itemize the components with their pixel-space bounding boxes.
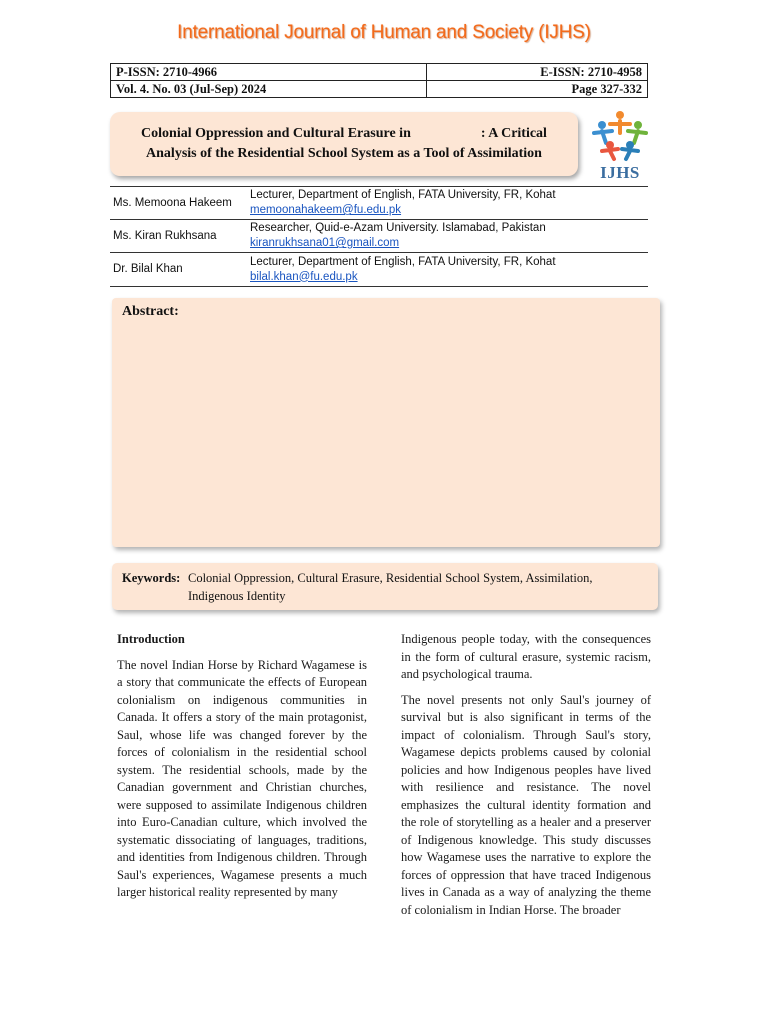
page-range: Page 327-332 xyxy=(427,81,648,98)
author-name: Ms. Kiran Rukhsana xyxy=(113,229,217,242)
author-row xyxy=(110,253,648,287)
journal-logo xyxy=(588,107,652,187)
pissn: P-ISSN: 2710-4966 xyxy=(111,64,427,81)
author-name: Dr. Bilal Khan xyxy=(113,263,183,275)
author-email-link[interactable]: bilal.khan@fu.edu.pk xyxy=(250,270,358,283)
author-row xyxy=(110,187,648,220)
author-affiliation: Researcher, Quid-e-Azam University. Islamabad, Pakistan xyxy=(250,222,546,234)
author-affiliation: Lecturer, Department of English, FATA University, FR, Kohat xyxy=(250,255,556,268)
author-name: Ms. Memoona Hakeem xyxy=(113,196,232,209)
authors-table xyxy=(110,186,648,287)
paragraph: Indigenous people today, with the consequences in the form of cultural erasure, systemic racism, and psychological trauma. xyxy=(401,632,651,681)
author-affiliation: Lecturer, Department of English, FATA University, FR, Kohat xyxy=(250,189,556,201)
author-details xyxy=(247,220,648,253)
author-email-link[interactable]: memoonahakeem@fu.edu.pk xyxy=(250,204,402,216)
paper-title-box xyxy=(110,112,578,176)
keywords-box xyxy=(112,563,658,610)
abstract-box xyxy=(112,298,660,547)
logo-text: IJHS xyxy=(600,163,640,182)
body-column-right xyxy=(401,631,651,927)
paragraph: The novel presents not only Saul's journey of survival but is also significant in terms of the impact of colonialism. Through Saul's story, Wagamese depicts problems caused by colonial policies and how Indigenous peoples have lived with resilience and resistance. The novel emphasizes the cultural identity formation and the role of storytelling as a healer and a preserver of Indigenous knowledge. This study discusses how Wagamese uses the narrative to explore the forces of oppression that have traced Indigenous lives in Canada as a way of analyzing the theme of colonialism in Indian Horse. The broader xyxy=(401,692,651,917)
author-details xyxy=(247,253,648,287)
logo-figures-icon xyxy=(588,107,652,163)
keywords-text: Colonial Oppression, Cultural Erasure, Residential School System, Assimilation, Indigenous Identity xyxy=(188,571,593,603)
eissn: E-ISSN: 2710-4958 xyxy=(427,64,648,81)
paper-title: Colonial Oppression and Cultural Erasure in : A Critical Analysis of the Residential School System as a Tool of Assimilation xyxy=(141,126,550,161)
volume-info: Vol. 4. No. 03 (Jul-Sep) 2024 xyxy=(111,81,427,98)
body-column-left xyxy=(117,631,367,910)
author-email-link[interactable]: kiranrukhsana01@gmail.com xyxy=(250,237,400,249)
author-details xyxy=(247,187,648,220)
keywords-label: Keywords: xyxy=(122,571,181,585)
author-row xyxy=(110,220,648,253)
section-heading: Introduction xyxy=(117,632,185,646)
issn-table xyxy=(110,63,648,98)
journal-title: International Journal of Human and Society (IJHS) xyxy=(177,22,591,43)
abstract-label: Abstract: xyxy=(122,304,179,319)
paragraph: The novel Indian Horse by Richard Wagamese is a story that communicate the effects of European colonialism on indigenous communities in Canada. It offers a story of the main protagonist, Saul, whose life was changed forever by the forces of colonialism in the residential school system. The residential schools, made by the Canadian government and Christian churches, were supposed to assimilate Indigenous children into Euro-Canadian culture, which involved the systematic dissociating of languages, traditions, and identities from Indigenous children. Through Saul's experiences, Wagamese presents a much larger historical reality represented by many xyxy=(117,657,367,899)
